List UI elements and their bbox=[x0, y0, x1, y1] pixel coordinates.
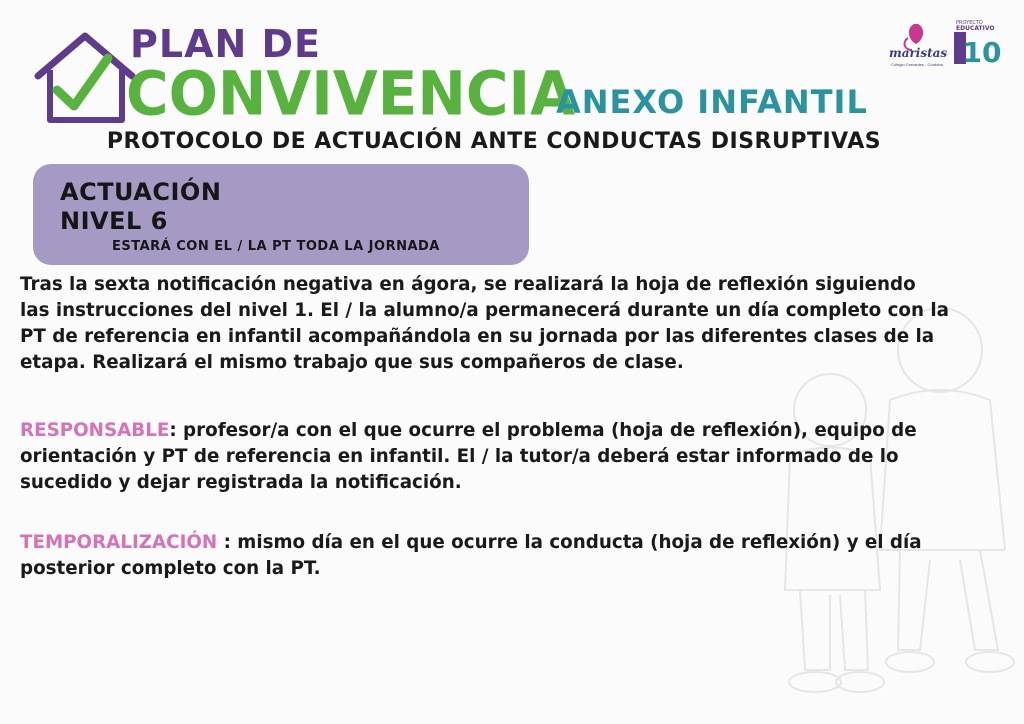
maristas-subtext: Colegio Cervantes - Córdoba bbox=[891, 62, 943, 67]
responsable-label: RESPONSABLE bbox=[20, 420, 170, 441]
temporalizacion-text: : mismo día en el que ocurre la conducta (hoja de reflexión) y el día posterior completo con la PT. bbox=[20, 532, 922, 579]
temporalizacion-paragraph bbox=[20, 530, 950, 582]
house-check-logo-icon bbox=[30, 28, 140, 128]
temporalizacion-label: TEMPORALIZACIÓN bbox=[20, 532, 218, 553]
title-plan-de: PLAN DE bbox=[130, 22, 322, 66]
project-top-label: PROYECTO bbox=[956, 20, 983, 26]
level-note: ESTARÁ CON EL / LA PT TODA LA JORNADA bbox=[112, 239, 440, 254]
title-convivencia: CONVIVENCIA bbox=[126, 57, 575, 130]
level-number: NIVEL 6 bbox=[60, 207, 168, 235]
maristas-wordmark: maristas bbox=[889, 46, 948, 60]
responsable-paragraph bbox=[20, 418, 950, 496]
description-paragraph: Tras la sexta notificación negativa en ágora, se realizará la hoja de reflexión siguiendo las instrucciones del nivel 1. El / la alumno/a permanecerá durante un día completo con la PT de referencia en infantil acompañándola en su jornada por las diferentes clases de la etapa. Realizará el mismo trabajo que sus compañeros de clase. bbox=[20, 274, 949, 373]
proyecto-educativo-10-logo bbox=[952, 18, 1002, 68]
project-number: 10 bbox=[962, 36, 1002, 68]
annex-title: ANEXO INFANTIL bbox=[556, 83, 868, 121]
project-mid-label: EDUCATIVO bbox=[956, 25, 995, 32]
protocol-subtitle: PROTOCOLO DE ACTUACIÓN ANTE CONDUCTAS DISRUPTIVAS bbox=[106, 129, 882, 154]
level-heading: ACTUACIÓN bbox=[60, 178, 222, 206]
responsable-text: : profesor/a con el que ocurre el problema (hoja de reflexión), equipo de orientación y PT de referencia en infantil. El / la tutor/a deberá estar informado de lo sucedido y dejar registrada la notificación. bbox=[20, 420, 917, 493]
